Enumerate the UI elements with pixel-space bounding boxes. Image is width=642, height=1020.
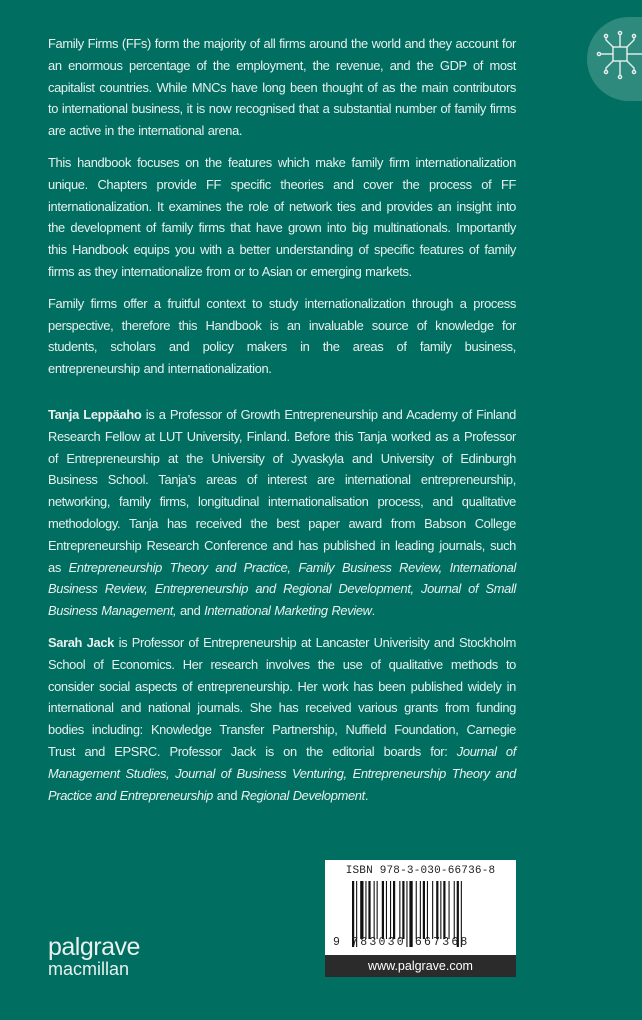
journal-titles: International Marketing Review xyxy=(204,603,372,619)
isbn-label: ISBN 978-3-030-66736-8 xyxy=(345,865,496,877)
barcode-bar xyxy=(432,881,433,939)
text-segment: and xyxy=(212,787,241,803)
text-segment: Family firms offer a fruitful context to study internationalization through a process perspective, therefore this Handbook is an invaluable source of knowledge for students, scholars and policy makers in the areas of family business, entrepreneurship and internationalization. xyxy=(48,295,516,377)
journal-titles: Regional Development xyxy=(240,787,365,803)
barcode-bar xyxy=(386,881,387,939)
series-badge xyxy=(587,17,642,101)
barcode-bar xyxy=(436,881,438,939)
paragraph xyxy=(48,632,516,806)
isbn-barcode-box xyxy=(325,860,516,977)
barcode-bar xyxy=(427,881,428,939)
back-cover-text xyxy=(48,33,516,816)
publisher-logo xyxy=(48,935,140,979)
barcode-bar xyxy=(393,881,395,939)
barcode-bar xyxy=(365,881,366,939)
barcode-bar xyxy=(374,881,375,939)
paragraph xyxy=(48,404,516,622)
text-segment: . xyxy=(371,603,375,619)
text-segment: Family Firms (FFs) form the majority of all firms around the world and they account for an enormous percentage of the employment, the revenue, and the GDP of most capitalist countries. While MNCs have long been thought of as the main contributors to international business, it is now recognised that a substantial number of family firms are active in the international arena. xyxy=(48,36,516,139)
barcode-bar xyxy=(377,881,378,939)
publisher-logo-line2: macmillan xyxy=(48,959,130,979)
barcode-bar xyxy=(416,881,417,939)
barcode-bar xyxy=(390,881,391,939)
journal-titles: Journal of Management Studies, Journal of Business Venturing, Entrepreneurship Theory and Practice and Entrepreneurship xyxy=(48,743,516,803)
barcode-bar xyxy=(440,881,441,939)
paragraph xyxy=(48,33,516,142)
publisher-website: www.palgrave.com xyxy=(325,955,516,977)
barcode-bar xyxy=(402,881,404,939)
text-segment: . xyxy=(364,787,369,803)
barcode-bar xyxy=(382,881,384,939)
barcode-bar xyxy=(454,881,455,939)
barcode-bar xyxy=(420,881,421,939)
paragraph xyxy=(48,293,516,380)
barcode-bar xyxy=(368,881,370,939)
text-segment: is a Professor of Growth Entrepreneurship and Academy of Finland Research Fellow at LUT University, Finland. Before this Tanja worked as a Professor of Entrepreneurship at the University of Jyvaskyla and University of Edinburgh Business School. Tanja’s areas of interest are international entrepreneurship, networking, family firms, longitudinal internationalisation process, and qualitative methodology. Tanja has received the best paper award from Babson College Entrepreneurship Research Conference and has published in leading journals, such as xyxy=(48,406,516,575)
barcode-bar xyxy=(399,881,400,939)
barcode-bar xyxy=(423,881,425,939)
journal-titles: Entrepreneurship Theory and Practice, Family Business Review, International Business Review, Entrepreneurship and Regional Development, Journal of Small Business Management, xyxy=(48,559,516,619)
barcode-bar xyxy=(360,881,363,939)
barcode-bar xyxy=(443,881,445,939)
barcode-bar xyxy=(449,881,450,939)
text-segment: is Professor of Entrepreneurship at Lancaster Univerisity and Stockholm School of Economics. Her research involves the use of qualitative methods to consider social aspects of entrepreneurship. Her work has been published widely in international and national journals. She has received various grants from funding bodies including: Knowledge Transfer Partnership, Nuffield Foundation, Carnegie Trust and EPSRC. Professor Jack is on the editorial boards for: xyxy=(48,634,516,759)
ean-digits: 9 783030 667368 xyxy=(333,936,470,949)
author-name: Tanja Leppäaho xyxy=(48,406,142,422)
author-name: Sarah Jack xyxy=(48,634,114,650)
paragraph xyxy=(48,152,516,283)
circuit-chip-icon xyxy=(596,28,642,82)
text-segment: This handbook focuses on the features which make family firm internationalization unique. Chapters provide FF specific theories and cover the process of FF internationalization. It examines the role of network ties and provides an insight into the development of family firms that have grown into big multinationals. Importantly this Handbook equips you with a better understanding of specific features of family firms as they internationalize from or to Asian or emerging markets. xyxy=(48,154,516,279)
text-segment: and xyxy=(176,603,205,619)
publisher-logo-line1: palgrave xyxy=(48,933,140,961)
